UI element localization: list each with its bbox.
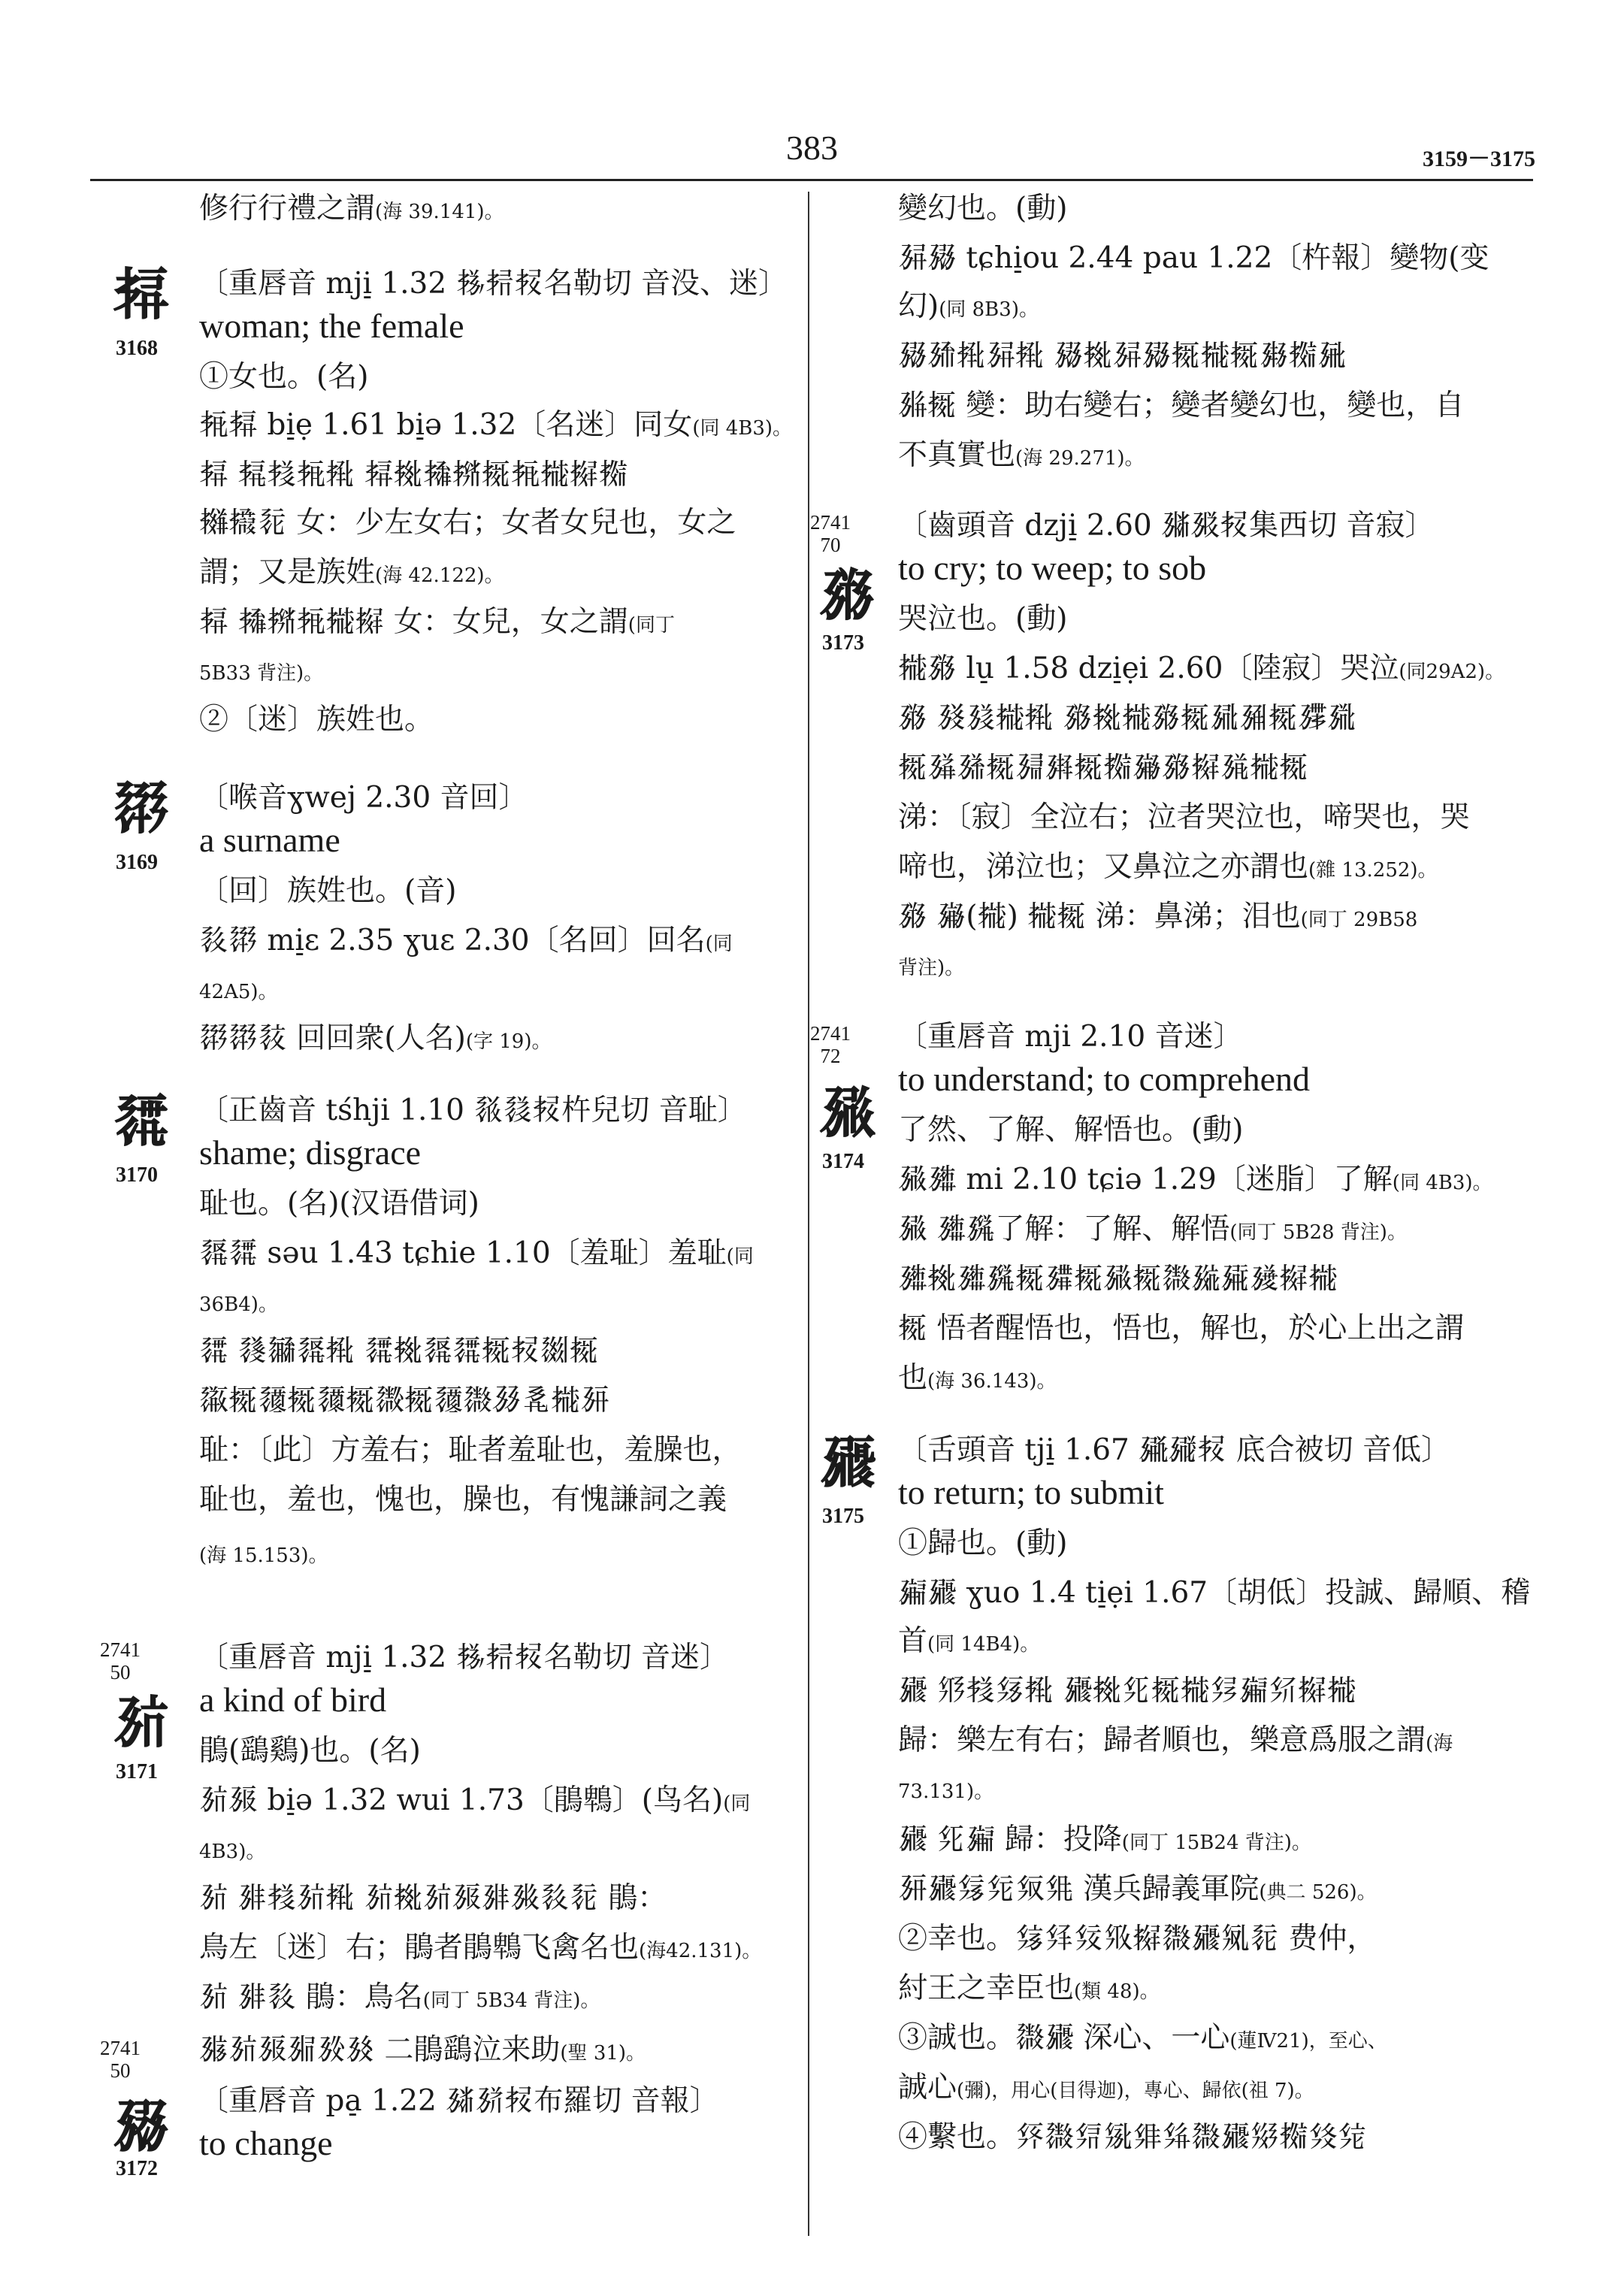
column-divider xyxy=(808,192,809,2236)
right-text-line xyxy=(898,848,1438,890)
left-text-line xyxy=(199,1681,386,1722)
left-text-line xyxy=(199,1638,729,1677)
line-main-text: to cry; to weep; to sob xyxy=(898,549,1207,587)
right-text-line xyxy=(898,600,1067,639)
left-text-line xyxy=(199,1732,421,1771)
left-text-line xyxy=(199,553,504,595)
line-main-text: 鵑(鷂鷄)也。(名) xyxy=(199,1734,421,1768)
entry-number: 3171 xyxy=(116,1760,158,1783)
line-main-text: 𗉎 𗉐𗈼 鵑：鳥名 xyxy=(199,1980,423,2014)
line-main-text: 𗈵 悟者醒悟也，悟也，解也，於心上出之謂 xyxy=(898,1311,1465,1345)
left-text-line xyxy=(199,821,340,862)
right-text-line xyxy=(898,2019,1387,2061)
citation-text: (同丁 xyxy=(628,614,675,637)
right-text-line xyxy=(898,1060,1310,1101)
entry-number: 3175 xyxy=(822,1505,864,1528)
line-main-text: to return; to submit xyxy=(898,1473,1164,1511)
line-main-text: 謂；又是族姓 xyxy=(199,555,376,589)
left-text-line xyxy=(199,872,456,911)
line-main-text: ①女也。(名) xyxy=(199,360,369,394)
entry-number: 3172 xyxy=(116,2157,158,2180)
right-text-line xyxy=(898,1820,1311,1862)
line-main-text: 〔重唇音 mji̠ 1.32 𗈪𗈫𗈬名勒切 音没、迷〕 xyxy=(199,267,788,301)
line-main-text: shame; disgrace xyxy=(199,1133,422,1172)
right-text-line xyxy=(898,2118,1367,2157)
right-text-line xyxy=(898,507,1435,546)
entry-number: 3174 xyxy=(822,1150,864,1173)
citation-text: (類 48)。 xyxy=(1074,1980,1160,2003)
line-main-text: 𗉁𗉂 səu 1.43 tɕhie 1.10〔羞耻〕羞耻 xyxy=(199,1236,727,1270)
line-main-text: 𗈹𗈺𗈻 女：少左女右；女者女兒也，女之 xyxy=(199,506,736,540)
left-text-line xyxy=(199,1879,667,1918)
line-main-text: 〔重唇音 pa̠ 1.22 𗉖𗉗𗈬布羅切 音報〕 xyxy=(199,2084,719,2118)
citation-text: (同 xyxy=(726,1245,754,1268)
line-main-text: 耻：〔此〕方羞右；耻者羞耻也，羞臊也， xyxy=(199,1433,742,1467)
line-main-text: 𗈮 𗈳𗈴𗈭𗈶𗈷 女：女兒，女之謂 xyxy=(199,605,628,639)
line-main-text: ②幸也。𗊁𗊂𗊃𗊄𗈷𗉊𗉷𗊅𗈻 费仲， xyxy=(898,1922,1377,1956)
citation-text: (同 4B3)。 xyxy=(692,417,793,440)
left-text-line xyxy=(199,1282,278,1324)
line-main-text: 𗉝𗈵 變：助右變右；變者變幻也，變也，自 xyxy=(898,389,1465,422)
right-text-line xyxy=(898,699,1356,738)
right-text-line xyxy=(898,649,1505,691)
citation-text: 73.131)。 xyxy=(898,1780,994,1803)
entry-code: 2741 70 xyxy=(810,511,851,556)
line-main-text: a surname xyxy=(199,821,340,859)
citation-text: (字 19)。 xyxy=(465,1030,552,1053)
right-text-line xyxy=(898,1160,1492,1203)
left-text-line xyxy=(199,1019,551,1061)
line-main-text: 〔重唇音 mji 2.10 音迷〕 xyxy=(898,1020,1243,1054)
line-main-text: 鳥左〔迷〕右；鵑者鵑鵯飞禽名也 xyxy=(199,1931,640,1965)
line-main-text: 𗉠 𗉡𗉢𗈶𗈱 𗉠𗈲𗈶𗉠𗈵𗉣𗉤𗈵𗉥𗉦 xyxy=(898,701,1356,735)
line-main-text: 啼也，涕泣也；又鼻泣之亦謂也 xyxy=(898,850,1309,884)
line-main-text: 𗉷 𗉺𗉶 歸：投降 xyxy=(898,1823,1122,1856)
right-text-line xyxy=(898,945,964,988)
line-main-text: 𗉎 𗉐𗈰𗉎𗈱 𗉎𗈲𗉎𗉏𗉐𗉑𗈼𗈻 鵑： xyxy=(199,1881,667,1915)
line-main-text: 𗈭𗈮 bi̠ẹ 1.61 bi̠ə 1.32〔名迷〕同女 xyxy=(199,408,693,442)
citation-text: (彌)，用心(目得迦)，專心、歸依(祖 7)。 xyxy=(957,2080,1314,2102)
line-main-text: 𗈼𗈽 mi̠ɛ 2.35 ɣuɛ 2.30〔名回〕回名 xyxy=(199,924,706,957)
line-main-text: 𗉒𗉎𗉏𗉓𗉔𗉕 二鵑鷂泣来助 xyxy=(199,2033,561,2067)
left-text-line xyxy=(199,1091,747,1130)
citation-text: 背注)。 xyxy=(898,957,965,979)
right-text-line xyxy=(898,1524,1067,1563)
left-text-line xyxy=(199,406,792,448)
entry-headword: 𗉂 xyxy=(113,1088,170,1154)
left-text-line xyxy=(199,651,323,693)
line-main-text: to understand; to comprehend xyxy=(898,1060,1311,1098)
left-text-line xyxy=(199,1533,328,1575)
line-main-text: to change xyxy=(199,2124,333,2162)
right-text-line xyxy=(898,549,1206,590)
line-main-text: 𗉭 𗉮𗉯了解：了解、解悟 xyxy=(898,1212,1230,1246)
left-text-line xyxy=(199,1332,599,1371)
left-text-line xyxy=(199,921,733,964)
right-text-line xyxy=(898,1622,1039,1664)
right-text-line xyxy=(898,1473,1164,1514)
left-text-line xyxy=(199,2031,646,2073)
line-main-text: ④繫也。𗊆𗉊𗊇𗊈𗊉𗊊𗉊𗉷𗊋𗈸𗊌𗊍 xyxy=(898,2120,1368,2154)
citation-text: (同丁 5B34 背注)。 xyxy=(422,1989,600,2012)
citation-text: (海42.131)。 xyxy=(639,1940,762,1962)
left-text-line xyxy=(199,307,464,348)
line-main-text: 𗈽𗈽𗈾 回回衆(人名) xyxy=(199,1021,466,1055)
right-text-line xyxy=(898,1870,1377,1912)
left-text-line xyxy=(199,603,675,645)
line-main-text: 首 xyxy=(898,1624,928,1658)
entry-code: 2741 50 xyxy=(100,2037,141,2082)
citation-text: (海 xyxy=(1426,1732,1453,1755)
right-text-line xyxy=(898,1721,1453,1763)
entry-code: 2741 72 xyxy=(810,1022,851,1067)
left-text-line xyxy=(199,1829,265,1871)
left-text-line xyxy=(199,1184,479,1224)
right-text-line xyxy=(898,897,1417,939)
left-text-line xyxy=(199,2124,333,2165)
left-text-line xyxy=(199,455,628,495)
page-number: 383 xyxy=(786,129,838,167)
right-text-line xyxy=(898,1769,993,1811)
line-main-text: woman; the female xyxy=(199,307,464,345)
citation-text: 42A5)。 xyxy=(199,981,278,1003)
right-text-line xyxy=(898,1260,1338,1299)
right-text-line xyxy=(898,1210,1407,1252)
line-main-text: 𗉙𗉚𗈱𗉘𗈱 𗉙𗈲𗉘𗉙𗈵𗈶𗈵𗉛𗈸𗉜 xyxy=(898,339,1347,373)
citation-text: (同29A2)。 xyxy=(1399,661,1505,683)
citation-text: (海 42.122)。 xyxy=(375,564,504,587)
left-text-line xyxy=(199,358,368,397)
right-text-line xyxy=(898,287,1039,329)
line-main-text: 紂王之幸臣也 xyxy=(898,1971,1075,2005)
line-main-text: 〔重唇音 mji̠ 1.32 𗈪𗈫𗈬名勒切 音迷〕 xyxy=(199,1641,729,1674)
right-text-line xyxy=(898,1309,1464,1348)
right-text-line xyxy=(898,1111,1243,1150)
line-main-text: 𗉠 𗉫(𗈶) 𗈶𗈵 涕：鼻涕；泪也 xyxy=(898,900,1301,933)
entry-headword: 𗈽 xyxy=(113,775,170,842)
line-main-text: 了然、了解、解悟也。(動) xyxy=(898,1113,1244,1147)
left-text-line xyxy=(199,265,788,304)
left-text-line xyxy=(199,1978,600,2020)
right-text-line xyxy=(898,749,1308,788)
entry-number: 3168 xyxy=(116,337,158,360)
line-main-text: 𗉎𗉏 bi̠ə 1.32 wui 1.73〔鵑鵯〕(鸟名) xyxy=(199,1783,724,1817)
entry-number: 3170 xyxy=(116,1163,158,1187)
line-main-text: 𗉮𗈲𗉮𗉯𗈵𗉰𗈵𗉭𗈵𗉊𗉱𗉲𗉳𗈷𗈶 xyxy=(898,1262,1338,1296)
right-text-line xyxy=(898,1920,1376,1959)
line-main-text: 哭泣也。(動) xyxy=(898,602,1068,636)
entry-range: 3159－3175 xyxy=(1423,147,1535,171)
citation-text: (典二 526)。 xyxy=(1259,1881,1377,1904)
line-main-text: 𗉷 𗉸𗈰𗉹𗈱 𗉷𗈲𗉺𗈵𗈶𗉻𗉶𗉼𗈷𗈶 xyxy=(898,1674,1356,1708)
citation-text: (同丁 29B58 xyxy=(1300,909,1418,931)
line-main-text: 𗈮 𗈯𗈰𗈭𗈱 𗈮𗈲𗈳𗈴𗈵𗈭𗈶𗈷𗈸 xyxy=(199,458,628,492)
right-text-line xyxy=(898,798,1470,837)
left-text-line xyxy=(199,189,504,231)
line-main-text: ①歸也。(動) xyxy=(898,1526,1068,1560)
line-main-text: ③誠也。𗉊𗉷 深心、一心 xyxy=(898,2021,1230,2055)
citation-text: (雜 13.252)。 xyxy=(1308,859,1438,882)
line-main-text: 涕：〔寂〕全泣右；泣者哭泣也，啼哭也，哭 xyxy=(898,800,1470,834)
citation-text: (海 15.153)。 xyxy=(199,1544,328,1567)
citation-text: (海 29.271)。 xyxy=(1015,447,1145,470)
entry-number: 3169 xyxy=(116,851,158,874)
line-main-text: 〔正齒音 tśhji 1.10 𗈿𗉀𗈬杵兒切 音耻〕 xyxy=(199,1094,747,1127)
line-main-text: 𗈶𗉠 lu̠ 1.58 dzi̠ẹi 2.60〔陸寂〕哭泣 xyxy=(898,652,1399,685)
line-main-text: 〔喉音ɣwej 2.30 音回〕 xyxy=(199,781,528,815)
line-main-text: 歸：樂左有右；歸者順也，樂意爲服之謂 xyxy=(898,1723,1426,1757)
right-text-line xyxy=(898,1671,1356,1711)
line-main-text: ②〔迷〕族姓也。 xyxy=(199,703,434,737)
citation-text: (同 8B3)。 xyxy=(939,298,1039,321)
citation-text: (同丁 15B24 背注)。 xyxy=(1121,1832,1311,1854)
right-text-line xyxy=(898,337,1347,376)
line-main-text: 𗉶𗉷 ɣuo 1.4 ti̠ẹi 1.67〔胡低〕投誠、歸順、稽 xyxy=(898,1576,1531,1610)
citation-text: (海 36.143)。 xyxy=(927,1370,1057,1393)
entry-code: 2741 50 xyxy=(100,1638,141,1684)
line-main-text: 𗈵𗉧𗉨𗈵𗉩𗉪𗈵𗈸𗉫𗉠𗈷𗉬𗈶𗈵 xyxy=(898,751,1309,785)
right-text-line xyxy=(898,1359,1057,1401)
citation-text: 36B4)。 xyxy=(199,1293,278,1316)
line-main-text: 𗉂 𗉃𗉄𗉁𗈱 𗉂𗈲𗉁𗉂𗈵𗈬𗉅𗈵 xyxy=(199,1334,599,1368)
entry-headword: 𗉷 xyxy=(819,1429,876,1496)
left-text-line xyxy=(199,970,278,1012)
citation-text: (同 14B4)。 xyxy=(927,1633,1040,1656)
line-main-text: 𗉘𗉙 tɕhi̠ou 2.44 pau 1.22〔杵報〕變物(变 xyxy=(898,241,1489,275)
line-main-text: 〔齒頭音 dzji̠ 2.60 𗉞𗉟𗈬集西切 音寂〕 xyxy=(898,509,1435,543)
line-main-text: 不真實也 xyxy=(898,438,1016,472)
entry-headword: 𗉠 xyxy=(819,561,876,628)
right-text-line xyxy=(898,2068,1314,2110)
right-text-line xyxy=(898,1018,1243,1057)
left-text-line xyxy=(199,1781,750,1823)
citation-text: 4B3)。 xyxy=(199,1841,266,1863)
left-text-line xyxy=(199,1381,609,1420)
line-main-text: 𗉆𗈵𗉇𗈵𗉈𗈵𗉉𗈵𗉇𗉊𗉋𗉌𗈶𗉍 xyxy=(199,1384,610,1417)
left-text-line xyxy=(199,1234,754,1276)
line-main-text: 也 xyxy=(898,1361,928,1395)
citation-text: (同 xyxy=(705,933,733,955)
line-main-text: 耻也，羞也，愧也，臊也，有愧謙詞之義 xyxy=(199,1483,727,1517)
entry-headword: 𗉙 xyxy=(113,2093,170,2160)
entry-headword: 𗈮 xyxy=(113,261,170,328)
left-text-line xyxy=(199,1481,727,1520)
right-text-line xyxy=(898,1574,1530,1613)
line-main-text: 〔舌頭音 tji̠ 1.67 𗉴𗉵𗈬 底合被切 音低〕 xyxy=(898,1433,1451,1467)
citation-text: (同丁 5B28 背注)。 xyxy=(1229,1221,1407,1244)
right-text-line xyxy=(898,239,1489,278)
right-text-line xyxy=(898,1431,1450,1470)
left-text-line xyxy=(199,779,528,818)
line-main-text: 𗉍𗉷𗉽𗉾𗉿𗊀 漢兵歸義軍院 xyxy=(898,1872,1260,1906)
citation-text: (同 4B3)。 xyxy=(1392,1172,1492,1194)
citation-text: 5B33 背注)。 xyxy=(199,662,324,685)
entry-headword: 𗉭 xyxy=(819,1078,876,1145)
line-main-text: 變幻也。(動) xyxy=(898,192,1068,225)
line-main-text: 幻) xyxy=(898,289,939,323)
citation-text: (同 xyxy=(723,1792,751,1815)
left-text-line xyxy=(199,1133,421,1175)
left-text-line xyxy=(199,2082,719,2121)
line-main-text: a kind of bird xyxy=(199,1681,387,1719)
right-text-line xyxy=(898,386,1464,425)
left-text-line xyxy=(199,1929,761,1971)
header-rule xyxy=(90,179,1533,181)
line-main-text: 誠心 xyxy=(898,2071,957,2104)
line-main-text: 耻也。(名)(汉语借词) xyxy=(199,1187,479,1221)
citation-text: (聖 31)。 xyxy=(560,2042,646,2065)
left-text-line xyxy=(199,504,736,543)
line-main-text: 𗉭𗉮 mi 2.10 tɕiə 1.29〔迷脂〕了解 xyxy=(898,1163,1393,1196)
left-text-line xyxy=(199,700,434,740)
right-text-line xyxy=(898,436,1145,478)
citation-text: (蓮Ⅳ21)，至心、 xyxy=(1229,2030,1387,2053)
entry-number: 3173 xyxy=(822,631,864,655)
line-main-text: 〔回〕族姓也。(音) xyxy=(199,874,457,908)
citation-text: (海 39.141)。 xyxy=(375,201,504,223)
right-text-line xyxy=(898,1969,1160,2011)
right-text-line xyxy=(898,189,1067,228)
line-main-text: 修行行禮之謂 xyxy=(199,192,376,225)
entry-headword: 𗉎 xyxy=(113,1689,170,1756)
left-text-line xyxy=(199,1431,742,1470)
